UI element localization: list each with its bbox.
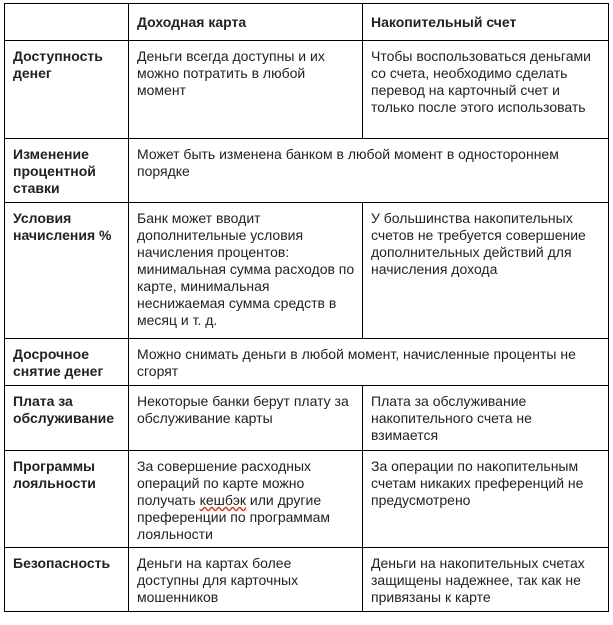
- header-income-card: Доходная карта: [129, 4, 363, 41]
- table-row: [5, 451, 609, 548]
- cell-account-service-fee: Плата за обслуживание накопительного счета не взимается: [363, 386, 609, 451]
- cell-card-loyalty: [129, 451, 363, 548]
- header-empty-cell: [5, 4, 129, 41]
- cell-account-loyalty: За операции по накопительным счетам никаких преференций не предусмотрено: [363, 451, 609, 548]
- table-row: [5, 139, 609, 203]
- cell-card-availability: Деньги всегда доступны и их можно потратить в любой момент: [129, 41, 363, 139]
- row-label-service-fee: Плата за обслуживание: [5, 386, 129, 451]
- cell-common-rate-change: Может быть изменена банком в любой момент в одностороннем порядке: [129, 139, 609, 203]
- row-label-rate-change: Изменение процентной ставки: [5, 139, 129, 203]
- row-label-interest-conditions: Условия начисления %: [5, 203, 129, 339]
- cell-card-interest-conditions: Банк может вводит дополнительные условия начисления процентов: минимальная сумма расходов по карте, минимальная неснижаемая сумма средств в месяц и т. д.: [129, 203, 363, 339]
- cell-account-interest-conditions: У большинства накопительных счетов не требуется совершение дополнительных действий для начисления дохода: [363, 203, 609, 339]
- cell-card-security: Деньги на картах более доступны для карточных мошенников: [129, 548, 363, 612]
- cell-common-early-withdrawal: Можно снимать деньги в любой момент, начисленные проценты не сгорят: [129, 339, 609, 386]
- comparison-table: [4, 3, 609, 612]
- cell-account-security: Деньги на накопительных счетах защищены надежнее, так как не привязаны к карте: [363, 548, 609, 612]
- table-row: [5, 203, 609, 339]
- cell-card-service-fee: Некоторые банки берут плату за обслуживание карты: [129, 386, 363, 451]
- comparison-table-container: [4, 3, 609, 612]
- cell-card-loyalty-text-1: За совершение расходных операций по карте можно получать: [137, 458, 312, 508]
- cell-card-loyalty-text-2: или другие преференции по программам лояльности: [137, 492, 331, 542]
- table-row: [5, 339, 609, 386]
- header-savings-account: Накопительный счет: [363, 4, 609, 41]
- table-row: [5, 548, 609, 612]
- cell-account-availability: Чтобы воспользоваться деньгами со счета, необходимо сделать перевод на карточный счет и только после этого использовать: [363, 41, 609, 139]
- row-label-loyalty: Программы лояльности: [5, 451, 129, 548]
- header-row: [5, 4, 609, 41]
- table-row: [5, 386, 609, 451]
- table-row: [5, 41, 609, 139]
- row-label-security: Безопасность: [5, 548, 129, 612]
- row-label-availability: Доступность денег: [5, 41, 129, 139]
- row-label-early-withdrawal: Досрочное снятие денег: [5, 339, 129, 386]
- cell-card-loyalty-cashback: кешбэк: [199, 492, 247, 508]
